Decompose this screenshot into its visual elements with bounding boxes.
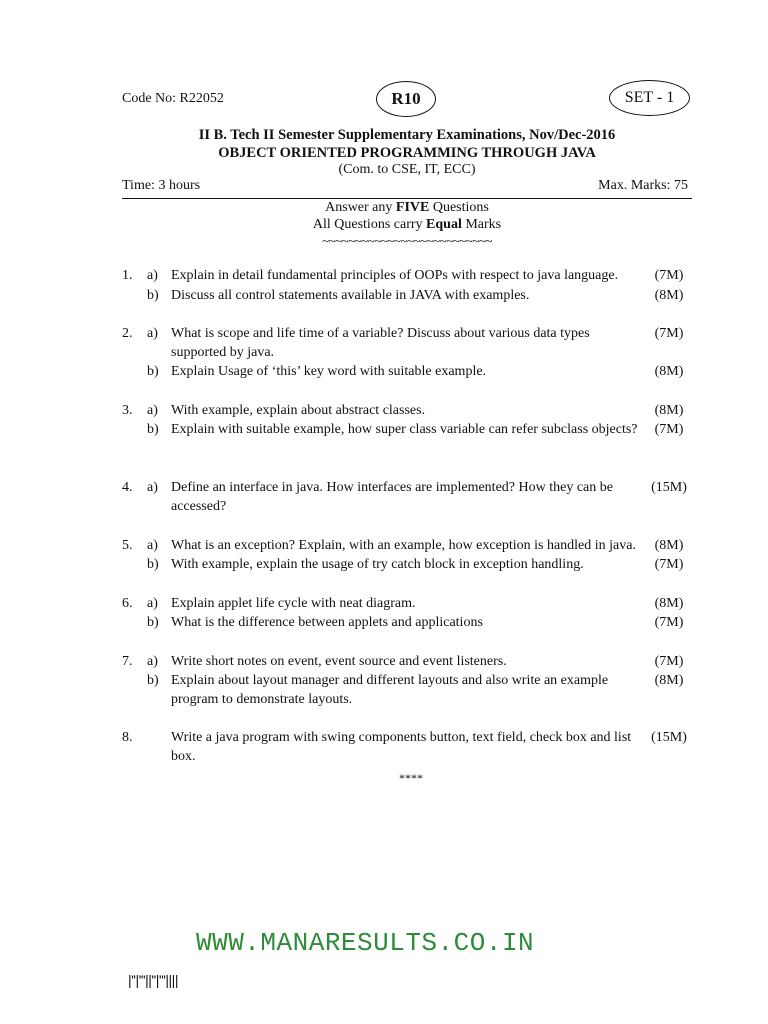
instruction-equal-pre: All Questions carry: [312, 217, 427, 232]
question-number: 5.: [122, 538, 133, 553]
question-text: Write short notes on event, event source and event listeners.: [171, 654, 507, 669]
question-marks: (7M): [654, 268, 684, 283]
time-limit: Time: 3 hours: [122, 178, 201, 193]
part-label: a): [147, 326, 158, 341]
question-text: Write a java program with swing components button, text field, check box and list box.: [171, 730, 632, 764]
question-number: 8.: [122, 730, 133, 745]
instruction-equal-post: Marks: [461, 217, 502, 232]
part-label: a): [147, 268, 158, 283]
part-label: a): [147, 480, 158, 495]
question-marks: (8M): [654, 364, 684, 379]
part-label: a): [147, 403, 158, 418]
part-label: b): [147, 364, 159, 379]
question-marks: (8M): [654, 596, 684, 611]
question-text: With example, explain the usage of try catch block in exception handling.: [171, 557, 584, 572]
question-text: With example, explain about abstract classes.: [171, 403, 426, 418]
part-label: a): [147, 538, 158, 553]
exam-code: Code No: R22052: [122, 91, 224, 106]
set-badge: SET - 1: [609, 80, 690, 116]
question-number: 1.: [122, 268, 133, 283]
part-label: b): [147, 673, 159, 688]
question-marks: (8M): [654, 673, 684, 688]
question-number: 7.: [122, 654, 133, 669]
question-marks: (7M): [654, 326, 684, 341]
question-text: What is the difference between applets and applications: [171, 615, 483, 630]
question-text: Explain with suitable example, how super class variable can refer subclass objects?: [171, 422, 638, 437]
question-text: Explain in detail fundamental principles of OOPs with respect to java language.: [171, 268, 619, 283]
question-number: 4.: [122, 480, 133, 495]
part-label: b): [147, 615, 159, 630]
question-marks: (15M): [651, 730, 687, 745]
question-number: 3.: [122, 403, 133, 418]
question-text: Define an interface in java. How interfaces are implemented? How they can be accessed?: [171, 480, 613, 514]
question-marks: (7M): [654, 615, 684, 630]
barcode-text: |''|'''||''|'''||||: [128, 972, 178, 988]
question-number: 6.: [122, 596, 133, 611]
question-text: Explain Usage of ‘this’ key word with suitable example.: [171, 364, 487, 379]
exam-title: II B. Tech II Semester Supplementary Examinations, Nov/Dec-2016: [198, 127, 616, 143]
part-label: a): [147, 654, 158, 669]
part-label: b): [147, 288, 159, 303]
instruction-answer: [122, 200, 692, 216]
instruction-answer-bold: FIVE: [395, 200, 430, 215]
question-text: Explain applet life cycle with neat diagram.: [171, 596, 416, 611]
question-marks: (7M): [654, 557, 684, 572]
question-text: What is scope and life time of a variable? Discuss about various data types supported by java.: [171, 326, 590, 360]
question-marks: (15M): [651, 480, 687, 495]
instruction-equal: [122, 217, 692, 233]
instruction-answer-pre: Answer any: [325, 200, 396, 215]
part-label: a): [147, 596, 158, 611]
regulation-badge: R10: [376, 81, 436, 117]
question-marks: (7M): [654, 654, 684, 669]
end-stars: ****: [399, 771, 423, 785]
question-marks: (8M): [654, 538, 684, 553]
question-marks: (8M): [654, 288, 684, 303]
part-label: b): [147, 557, 159, 572]
branches: (Com. to CSE, IT, ECC): [338, 162, 476, 177]
header-divider: [122, 198, 692, 199]
question-text: What is an exception? Explain, with an example, how exception is handled in java.: [171, 538, 636, 553]
subject-title: OBJECT ORIENTED PROGRAMMING THROUGH JAVA: [218, 145, 596, 161]
question-number: 2.: [122, 326, 133, 341]
max-marks: Max. Marks: 75: [598, 178, 688, 193]
question-marks: (7M): [654, 422, 684, 437]
instruction-answer-post: Questions: [429, 200, 489, 215]
question-marks: (8M): [654, 403, 684, 418]
part-label: b): [147, 422, 159, 437]
question-text: Explain about layout manager and different layouts and also write an example program to demonstrate layouts.: [171, 673, 609, 707]
question-text: Discuss all control statements available in JAVA with examples.: [171, 288, 530, 303]
website-watermark: WWW.MANARESULTS.CO.IN: [196, 928, 535, 958]
instruction-equal-bold: Equal: [426, 217, 462, 232]
separator-line: ~~~~~~~~~~~~~~~~~~~~~~~~~~: [322, 233, 492, 248]
